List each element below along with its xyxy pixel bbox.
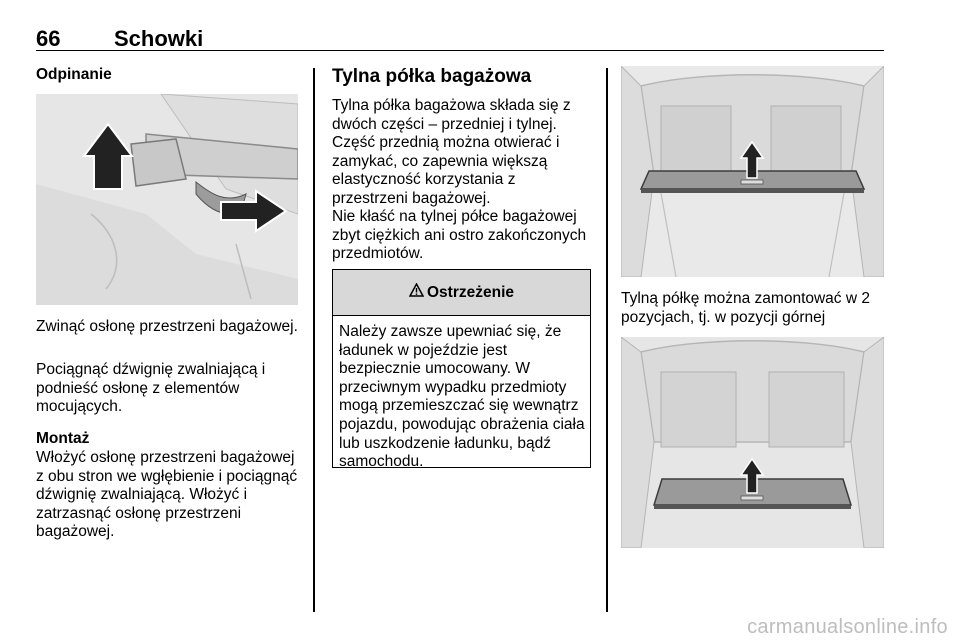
watermark: carmanualsonline.info [747,616,948,638]
warning-header [333,270,590,316]
section-heading-remove: Odpinanie [36,66,112,83]
figure-shelf-upper [621,66,884,277]
paragraph-shelf-load: Nie kłaść na tylnej półce bagażowej zbyt ciężkich ani ostro zakończonych przedmiotów. [332,208,587,263]
warning-text: Należy zawsze upewniać się, że ładunek w pojeździe jest bezpiecznie umocowany. W przeciwnym wypadku przedmioty mogą przemieszczać się wewnątrz pojazdu, powodując obrażenia ciała lub uszkodzenie ładunku, bądź samochodu. [339,323,585,471]
chapter-title: Schowki [114,26,204,51]
paragraph-roll-cover: Zwinąć osłonę przestrzeni bagażowej. [36,318,298,335]
page-number: 66 [36,26,61,51]
warning-title: Ostrzeżenie [426,283,514,301]
warning-box [332,269,591,471]
column-divider-right [606,68,608,612]
figure-cover-release [36,94,298,305]
page-header [36,18,884,51]
paragraph-shelf-positions: Tylną półkę można zamontować w 2 pozycjach, tj. w pozycji górnej [621,290,870,326]
paragraph-shelf-description: Tylna półka bagażowa składa się z dwóch części – przedniej i tylnej. Część przednią można otwierać i zamykać, co zapewnia większą elastyczność korzystania z przestrzeni bagażowej. [332,97,571,207]
section-title-rear-shelf: Tylna półka bagażowa [332,66,532,87]
paragraph-pull-lever: Pociągnąć dźwignię zwalniającą i podnieść osłonę z elementów mocujących. [36,361,266,416]
warning-triangle-icon [409,283,424,302]
column-divider-left [313,68,315,612]
figure-shelf-lower [621,337,884,548]
paragraph-insert-cover: Włożyć osłonę przestrzeni bagażowej z obu stron we wgłębienie i pociągnąć dźwignię zwalniającą. Włożyć i zatrzasnąć osłonę przestrzeni bagażowej. [36,449,298,541]
section-heading-install: Montaż [36,430,90,447]
